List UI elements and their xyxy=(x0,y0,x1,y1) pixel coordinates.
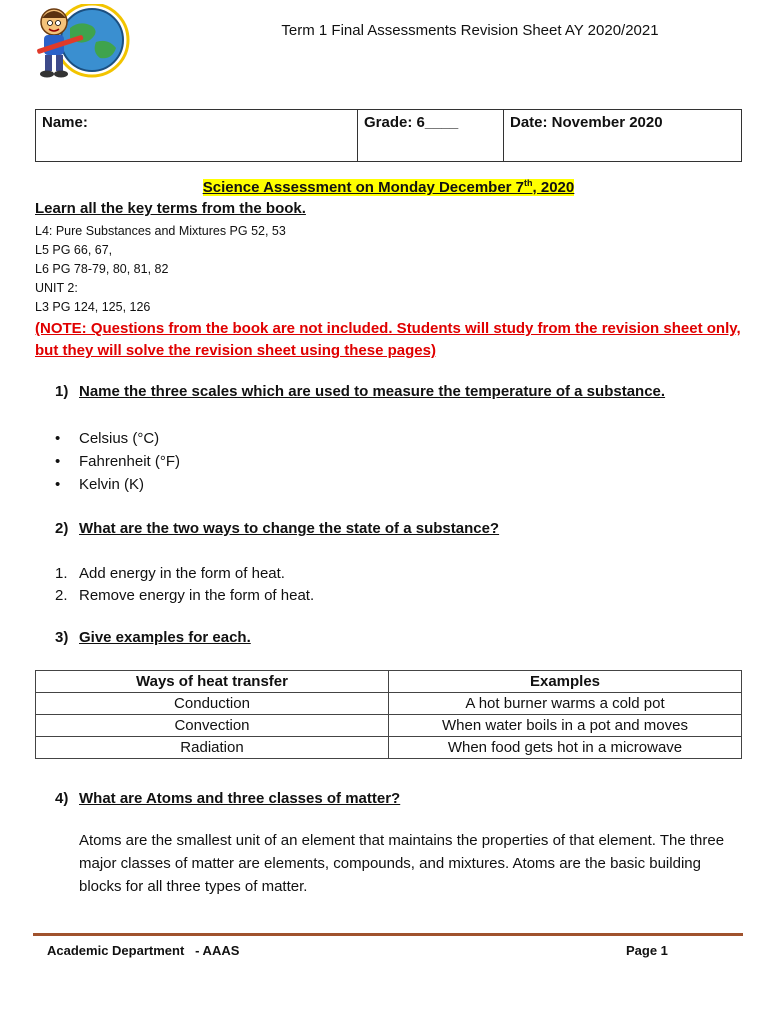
heat-transfer-table xyxy=(35,670,742,759)
table-cell: Convection xyxy=(36,715,389,737)
heading-year: , 2020 xyxy=(532,179,575,196)
page-ref: L4: Pure Substances and Mixtures PG 52, 53 xyxy=(35,224,286,238)
table-cell: When food gets hot in a microwave xyxy=(389,737,742,759)
table-row xyxy=(36,737,742,759)
list-item xyxy=(55,563,314,585)
table-cell: A hot burner warms a cold pot xyxy=(389,693,742,715)
date-field: Date: November 2020 xyxy=(504,110,742,162)
page-ref: UNIT 2: xyxy=(35,281,78,295)
page-ref: L5 PG 66, 67, xyxy=(35,243,113,257)
question-number: 2) xyxy=(55,520,69,537)
item-text: Add energy in the form of heat. xyxy=(79,565,285,582)
page-number: Page 1 xyxy=(626,943,668,958)
learn-key-terms: Learn all the key terms from the book. xyxy=(35,200,306,217)
list-item: • Fahrenheit (°F) xyxy=(55,450,180,473)
question-text: What are the two ways to change the state of a substance? xyxy=(79,520,500,537)
item-text: Remove energy in the form of heat. xyxy=(79,587,315,604)
table-row xyxy=(36,715,742,737)
question-4 xyxy=(55,790,400,807)
school-logo xyxy=(30,4,134,82)
question-text: Give examples for each. xyxy=(79,629,251,646)
name-field[interactable]: Name: xyxy=(36,110,358,162)
question-number: 4) xyxy=(55,790,69,807)
question-number: 1) xyxy=(55,383,69,400)
table-cell: Radiation xyxy=(36,737,389,759)
column-header: Ways of heat transfer xyxy=(36,671,389,693)
table-cell: Conduction xyxy=(36,693,389,715)
grade-field[interactable]: Grade: 6____ xyxy=(358,110,504,162)
table-row xyxy=(36,693,742,715)
page-references xyxy=(35,222,286,317)
question-text: What are Atoms and three classes of matter? xyxy=(79,790,401,807)
page-ref: L3 PG 124, 125, 126 xyxy=(35,300,151,314)
footer-department: Academic Department - AAAS xyxy=(47,943,240,958)
table-cell: When water boils in a pot and moves xyxy=(389,715,742,737)
column-header: Examples xyxy=(389,671,742,693)
science-assessment-heading xyxy=(35,178,742,196)
footer-divider xyxy=(33,933,743,936)
page-ref: L6 PG 78-79, 80, 81, 82 xyxy=(35,262,169,276)
answer-text: Atoms are the smallest unit of an element that maintains the properties of that element. The three major classes of matter are elements, compounds, and mixtures. Atoms are the basic building blocks for all three types of matter. xyxy=(79,832,725,895)
item-number: 1. xyxy=(55,565,68,582)
question-2 xyxy=(55,520,499,537)
heading-superscript: th xyxy=(524,178,533,188)
list-item: • Celsius (°C) xyxy=(55,427,180,450)
question-number: 3) xyxy=(55,629,69,646)
document-title: Term 1 Final Assessments Revision Sheet AY 2020/2021 xyxy=(281,22,659,39)
question-text: Name the three scales which are used to measure the temperature of a substance. xyxy=(79,383,666,400)
item-number: 2. xyxy=(55,587,68,604)
note-text: (NOTE: Questions from the book are not included. Students will study from the revision sheet only, but they will solve the revision sheet using these pages) xyxy=(35,320,741,359)
list-item: • Kelvin (K) xyxy=(55,473,180,496)
question-3 xyxy=(55,629,251,646)
list-item xyxy=(55,585,314,607)
question-1 xyxy=(55,383,665,400)
heading-text: Science Assessment on Monday December 7 xyxy=(202,179,525,196)
temperature-scales-list xyxy=(55,427,180,496)
state-change-list xyxy=(55,563,314,607)
table-header-row xyxy=(36,671,742,693)
student-info-table xyxy=(35,109,742,162)
